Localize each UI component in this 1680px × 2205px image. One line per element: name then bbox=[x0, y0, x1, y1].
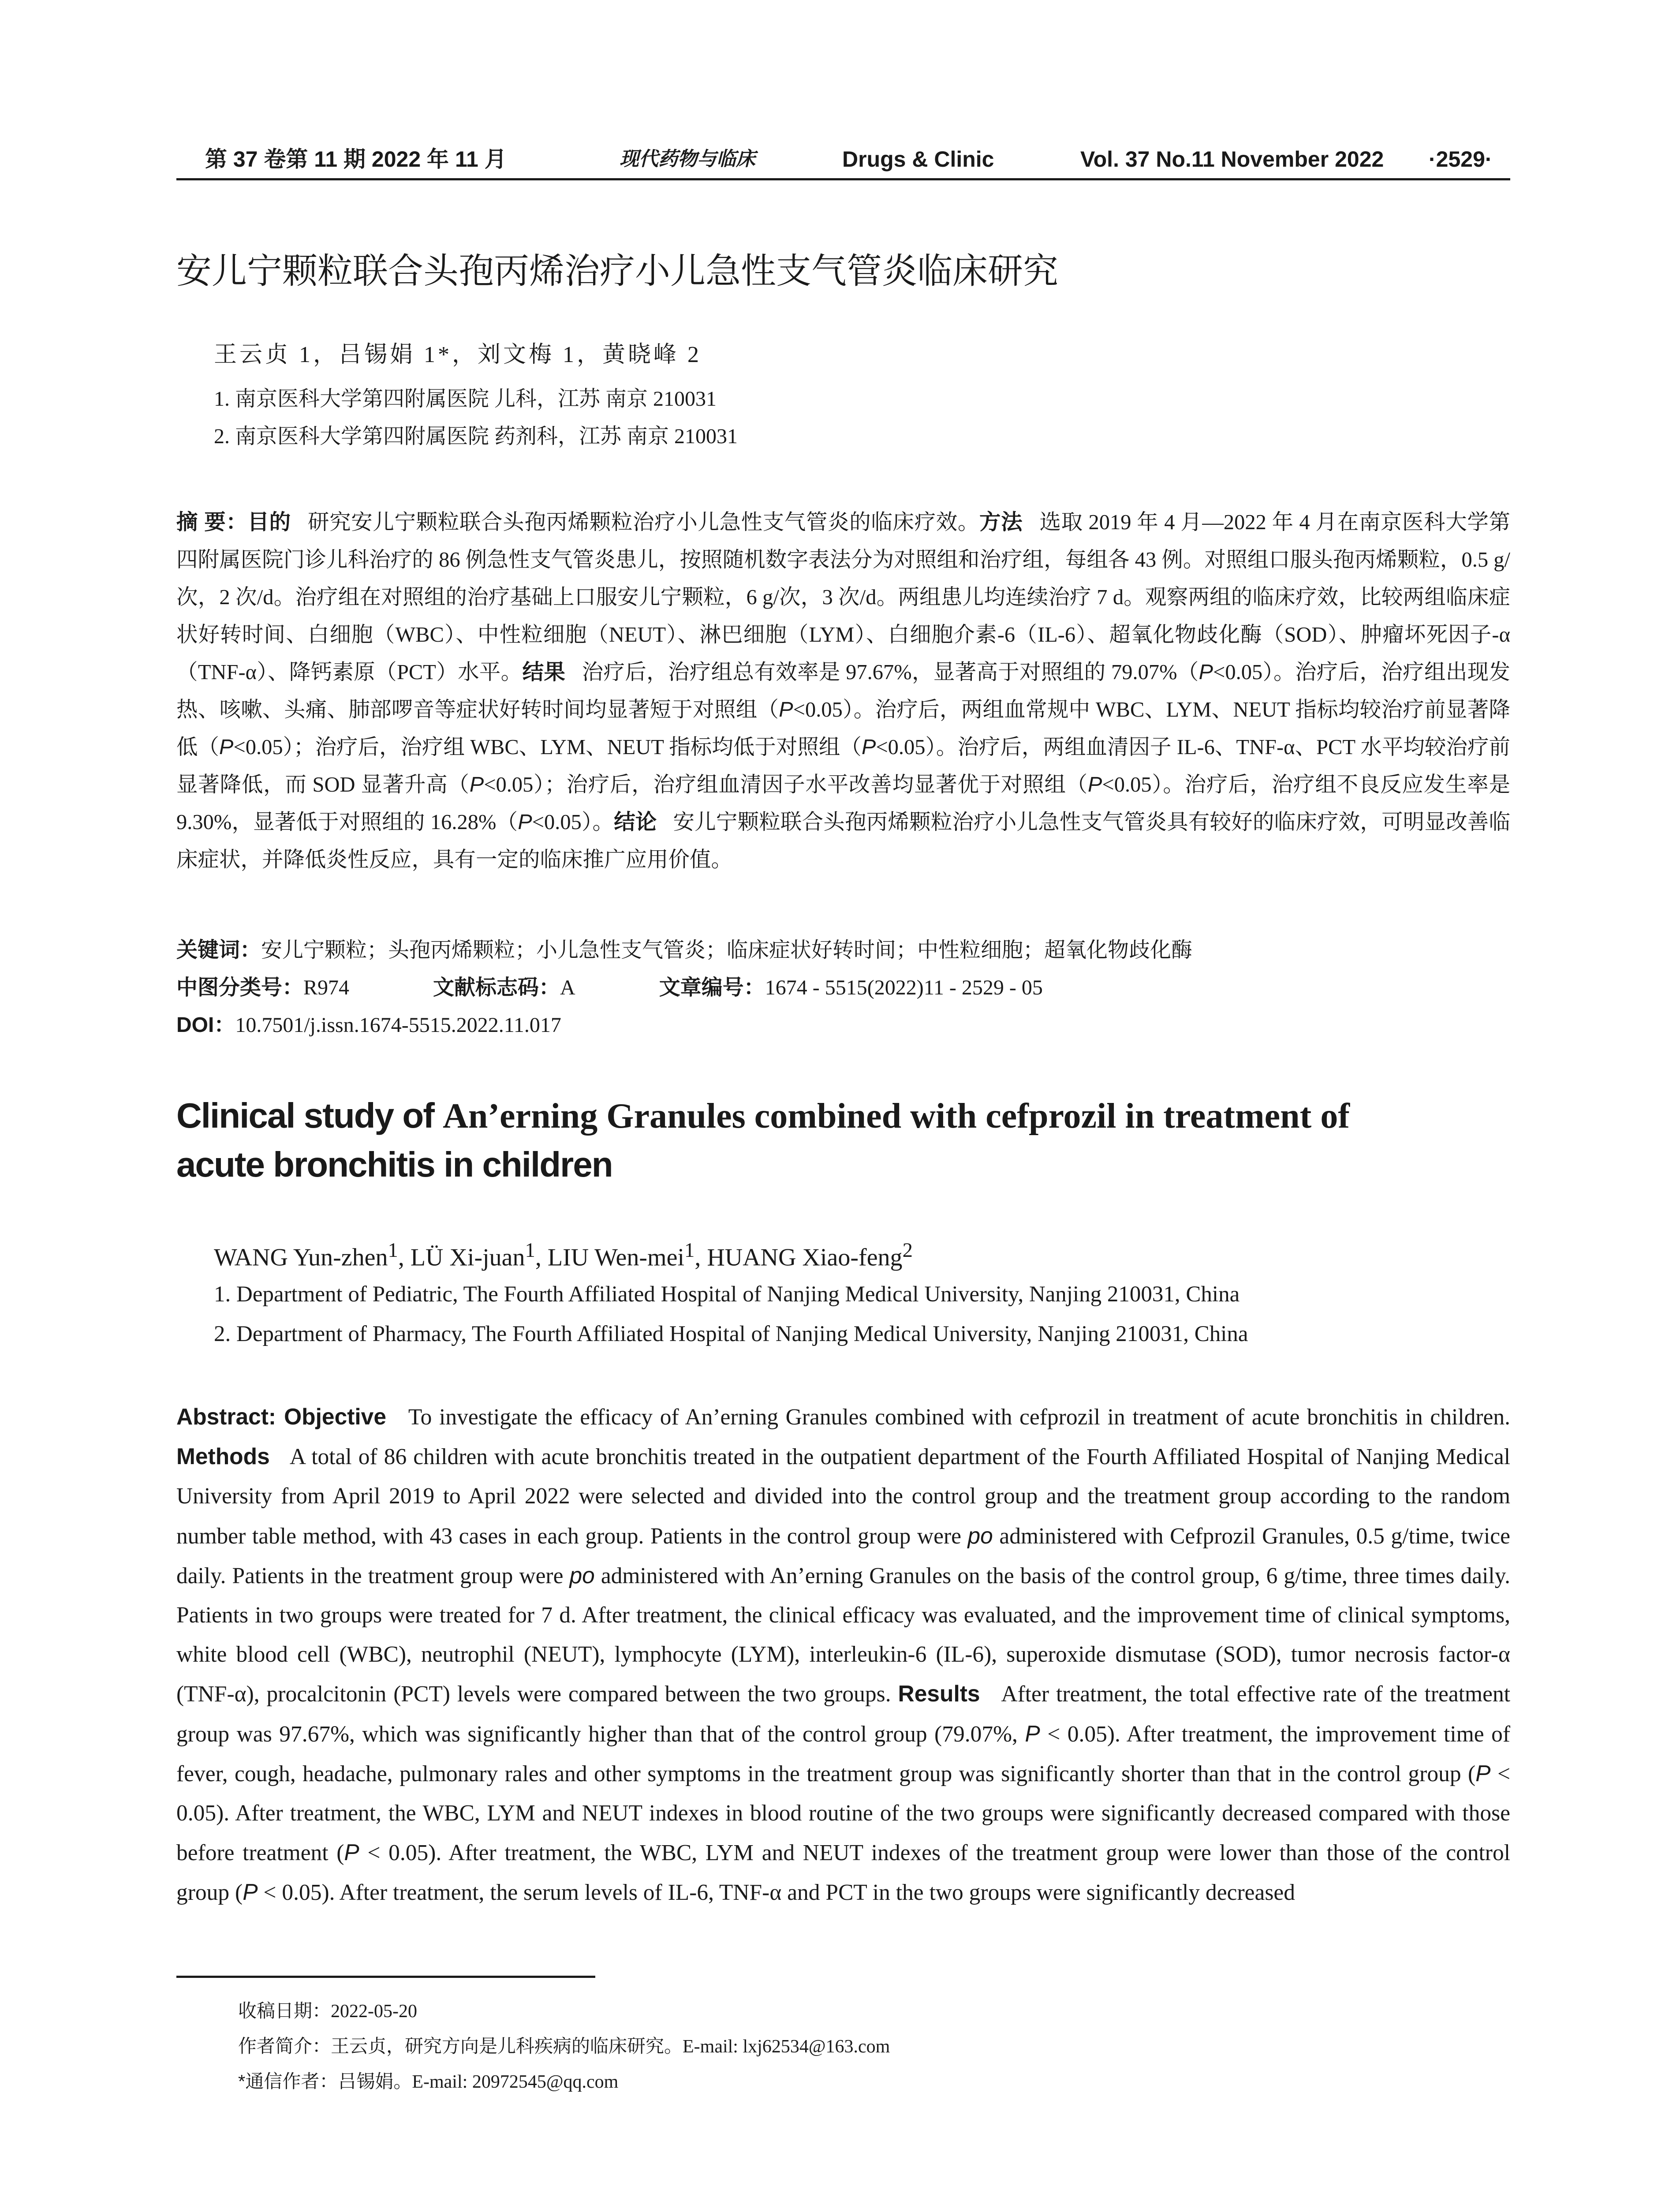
po-abbrev: po bbox=[569, 1562, 595, 1588]
cn-doi bbox=[176, 1010, 561, 1041]
cn-keywords-text: 安儿宁颗粒；头孢丙烯颗粒；小儿急性支气管炎；临床症状好转时间；中性粒细胞；超氧化物歧化酶 bbox=[261, 938, 1193, 962]
doi-value: 10.7501/j.issn.1674-5515.2022.11.017 bbox=[235, 1013, 561, 1037]
running-header bbox=[176, 140, 1510, 178]
en-authors: WANG Yun-zhen$^1$, LÜ Xi-juan$^1$, LIU Wen-mei$^1$, HUANG Xiao-feng$^2$ bbox=[214, 1239, 913, 1271]
cn-results-text: <0.05）。治疗后，两组血清因子 IL-6、TNF-α、PCT 水平均较治疗前显著降低，而 SOD 显著升高（ bbox=[176, 736, 1510, 796]
cn-doc-value: A bbox=[560, 976, 575, 999]
en-methods-text: A total of 86 children with acute bronchitis treated in the outpatient department of the Fourth Affiliated Hospital of Nanjing Medical University from April 2019 to April 2022 were selected and divided into the control group and the treatment group according to the random number table method, with 43 cases in each group. Patients in the control group were bbox=[176, 1444, 1511, 1549]
en-objective-text: To investigate the efficacy of An’erning Granules combined with cefprozil in treatment of acute bronchitis in children. bbox=[408, 1405, 1511, 1430]
footnote-label: 作者简介： bbox=[238, 2036, 331, 2056]
affiliation-mark: 1 bbox=[388, 1239, 398, 1262]
en-methods-text: administered with An’erning Granules on the basis of the control group, 6 g/time, three times daily. Patients in two groups were treated for 7 d. After treatment, the clinical efficacy was evaluated, and the improvement time of clinical symptoms, white blood cell (WBC), neutrophil (NEUT), lymphocyte (LYM), interleukin-6 (IL-6), superoxide dismutase (SOD), tumor necrosis factor-α (TNF-α), procalcitonin (PCT) levels were compared between the two groups. bbox=[176, 1563, 1511, 1707]
author-name: LIU Wen-mei bbox=[547, 1244, 685, 1271]
p-symbol: P bbox=[1475, 1760, 1491, 1786]
en-results-text: After treatment, the total effective rate of the treatment group was 97.67%, which was significantly higher than that of the control group (79.07%, bbox=[176, 1682, 1511, 1747]
footnote-label: 收稿日期： bbox=[238, 2000, 331, 2021]
footnote-author-bio bbox=[238, 2033, 890, 2060]
header-en-journal: Drugs & Clinic bbox=[842, 147, 994, 172]
cn-results-label: 结果 bbox=[522, 660, 566, 684]
cn-article-value: 1674 - 5515(2022)11 - 2529 - 05 bbox=[765, 976, 1043, 999]
cn-results-text: <0.05）。治疗后，治疗组出现发热、咳嗽、头痛、肺部啰音等症状好转时间均显著短于对照组（ bbox=[176, 661, 1510, 721]
header-page-number: ·2529· bbox=[1429, 147, 1493, 172]
cn-results-text: <0.05）。 bbox=[532, 811, 614, 834]
en-abstract-label: Abstract: Objective bbox=[176, 1404, 386, 1429]
cn-classification bbox=[176, 972, 1043, 1003]
p-symbol: P bbox=[1025, 1720, 1040, 1746]
p-symbol: P bbox=[1198, 660, 1213, 684]
footnote-corresponding bbox=[238, 2068, 618, 2095]
cn-results-text: 治疗后，治疗组总有效率是 97.67%，显著高于对照组的 79.07%（ bbox=[582, 661, 1199, 684]
p-symbol: P bbox=[518, 810, 532, 834]
cn-objective-label: 目的 bbox=[247, 510, 291, 534]
cn-abstract-label: 摘 要： bbox=[176, 510, 248, 534]
en-title bbox=[176, 1091, 1510, 1189]
cn-results-text: <0.05）；治疗后，治疗组血清因子水平改善均显著优于对照组（ bbox=[484, 773, 1088, 796]
cn-methods-label: 方法 bbox=[979, 510, 1023, 534]
en-title-part: acute bronchitis in children bbox=[176, 1145, 612, 1184]
cn-authors: 王云贞 1，吕锡娟 1*，刘文梅 1，黄晓峰 2 bbox=[214, 342, 702, 367]
en-affiliation-2: 2. Department of Pharmacy, The Fourth Affiliated Hospital of Nanjing Medical University, Nanjing 210031, China bbox=[214, 1322, 1248, 1346]
footnote-received bbox=[238, 1998, 417, 2025]
en-results-text: < 0.05). After treatment, the improvement time of fever, cough, headache, pulmonary rales and other symptoms in the treatment group was significantly shorter than that in the control group ( bbox=[176, 1721, 1511, 1786]
cn-affiliation-2: 2. 南京医科大学第四附属医院 药剂科，江苏 南京 210031 bbox=[214, 425, 738, 448]
cn-conclusion-text: 安儿宁颗粒联合头孢丙烯颗粒治疗小儿急性支气管炎具有较好的临床疗效，可明显改善临床症状，并降低炎性反应，具有一定的临床推广应用价值。 bbox=[176, 811, 1510, 871]
cn-keywords-label: 关键词： bbox=[176, 938, 261, 962]
footnote-rule bbox=[176, 1976, 595, 1978]
cn-objective-text: 研究安儿宁颗粒联合头孢丙烯颗粒治疗小儿急性支气管炎的临床疗效。 bbox=[308, 511, 980, 534]
p-symbol: P bbox=[344, 1839, 359, 1865]
affiliation-mark: 1 bbox=[684, 1239, 695, 1262]
author-name: HUANG Xiao-feng bbox=[707, 1244, 903, 1271]
en-title-part: An’erning Granules combined with cefprozil in treatment of bbox=[443, 1097, 1350, 1136]
footnote-text: 王云贞，研究方向是儿科疾病的临床研究。E-mail: lxj62534@163.com bbox=[331, 2037, 890, 2057]
p-symbol: P bbox=[243, 1879, 258, 1905]
cn-methods-text: 选取 2019 年 4 月—2022 年 4 月在南京医科大学第四附属医院门诊儿科治疗的 86 例急性支气管炎患儿，按照随机数字表法分为对照组和治疗组，每组各 43 例。对照组口服头孢丙烯颗粒，0.5 g/次，2 次/d。治疗组在对照组的治疗基础上口服安儿宁颗粒，6 g/次，3 次/d。两组患儿均连续治疗 7 d。观察两组的临床疗效，比较两组临床症状好转时间、白细胞（WBC）、中性粒细胞（NEUT）、淋巴细胞（LYM）、白细胞介素-6（IL-6）、超氧化物歧化酶（SOD）、肿瘤坏死因子-α（TNF-α）、降钙素原（PCT）水平。 bbox=[176, 511, 1510, 684]
en-results-text: < 0.05). After treatment, the serum levels of IL-6, TNF-α and PCT in the two groups were significantly decreased bbox=[258, 1880, 1295, 1906]
header-en-issue: Vol. 37 No.11 November 2022 bbox=[1080, 147, 1384, 172]
en-results-text: < 0.05). After treatment, the WBC, LYM and NEUT indexes in blood routine of the two groups were significantly decreased compared with those before treatment ( bbox=[176, 1761, 1510, 1866]
cn-results-text: <0.05）。治疗后，治疗组不良反应发生率是 9.30%，显著低于对照组的 16.28%（ bbox=[176, 773, 1511, 834]
cn-abstract bbox=[176, 504, 1510, 878]
en-title-part: Clinical study of bbox=[176, 1096, 443, 1135]
p-symbol: P bbox=[1088, 773, 1102, 796]
author-name: LÜ Xi-juan bbox=[410, 1244, 525, 1271]
en-abstract bbox=[176, 1397, 1510, 1913]
en-methods-label: Methods bbox=[176, 1443, 270, 1469]
po-abbrev: po bbox=[967, 1522, 993, 1548]
en-results-label: Results bbox=[898, 1681, 980, 1707]
cn-results-text: <0.05）。治疗后，两组血常规中 WBC、LYM、NEUT 指标均较治疗前显著降低（ bbox=[176, 698, 1510, 759]
cn-affiliation-1: 1. 南京医科大学第四附属医院 儿科，江苏 南京 210031 bbox=[214, 387, 717, 411]
cn-title: 安儿宁颗粒联合头孢丙烯治疗小儿急性支气管炎临床研究 bbox=[176, 251, 1058, 291]
cn-class-value: R974 bbox=[303, 976, 350, 999]
cn-article-label: 文章编号： bbox=[659, 976, 765, 999]
cn-doc-label: 文献标志码： bbox=[433, 976, 560, 999]
p-symbol: P bbox=[219, 735, 234, 759]
header-cn-issue: 第 37 卷第 11 期 2022 年 11 月 bbox=[205, 147, 507, 172]
cn-results-text: <0.05）；治疗后，治疗组 WBC、LYM、NEUT 指标均低于对照组（ bbox=[233, 736, 862, 759]
affiliation-mark: 1 bbox=[525, 1239, 535, 1262]
doi-label: DOI： bbox=[176, 1013, 235, 1037]
p-symbol: P bbox=[861, 735, 876, 759]
footnote-text: 2022-05-20 bbox=[331, 2001, 417, 2022]
en-affiliation-1: 1. Department of Pediatric, The Fourth Affiliated Hospital of Nanjing Medical University, Nanjing 210031, China bbox=[214, 1282, 1240, 1307]
p-symbol: P bbox=[779, 698, 793, 721]
cn-conclusion-label: 结论 bbox=[614, 810, 657, 834]
author-name: WANG Yun-zhen bbox=[214, 1244, 388, 1271]
en-results-text: < 0.05). After treatment, the WBC, LYM and NEUT indexes of the treatment group were lower than those of the control group ( bbox=[176, 1840, 1510, 1906]
cn-keywords bbox=[176, 935, 1192, 966]
footnote-text: 吕锡娟。E-mail: 20972545@qq.com bbox=[338, 2072, 619, 2092]
en-methods-text: administered with Cefprozil Granules, 0.5 g/time, twice daily. Patients in the treatment group were bbox=[176, 1523, 1511, 1588]
affiliation-mark: 2 bbox=[902, 1239, 913, 1262]
header-cn-journal: 现代药物与临床 bbox=[620, 148, 755, 170]
header-rule bbox=[176, 178, 1510, 180]
footnote-label: *通信作者： bbox=[238, 2071, 338, 2092]
p-symbol: P bbox=[469, 773, 484, 796]
cn-class-label: 中图分类号： bbox=[176, 976, 304, 999]
